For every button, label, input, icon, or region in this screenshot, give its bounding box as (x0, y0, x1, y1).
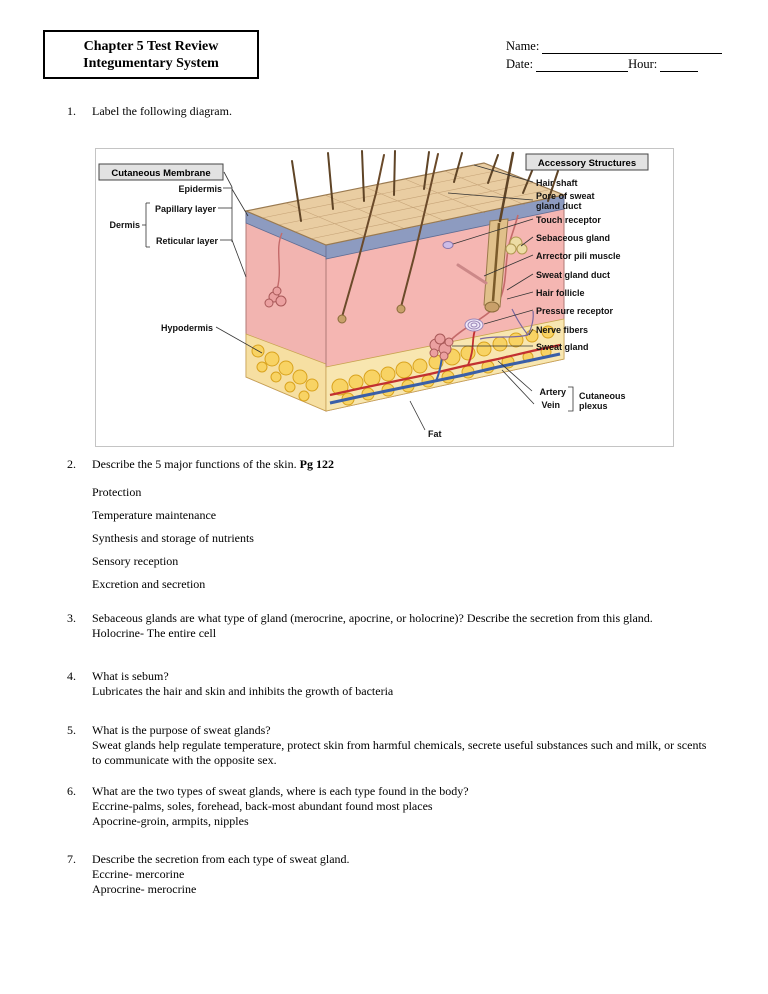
question-6 (67, 784, 707, 829)
question-1-text: Label the following diagram. (92, 104, 232, 118)
label-nerve-fibers: Nerve fibers (536, 325, 589, 335)
question-4-number: 4. (67, 669, 76, 683)
cutaneous-membrane-header (99, 164, 223, 180)
question-6-text: What are the two types of sweat glands, where is each type found in the body? (92, 784, 469, 798)
label-fat: Fat (428, 429, 442, 439)
question-1-number: 1. (67, 104, 76, 118)
cutaneous-membrane-label: Cutaneous Membrane (111, 168, 211, 179)
name-row (506, 36, 722, 54)
function-answer-1: Protection (92, 485, 142, 499)
label-hypodermis: Hypodermis (160, 323, 213, 333)
hour-blank-field[interactable] (660, 57, 698, 72)
pressure-receptor-icon (465, 319, 483, 331)
function-answer-2: Temperature maintenance (92, 508, 217, 522)
question-7-text: Describe the secretion from each type of sweat gland. (92, 852, 350, 866)
date-hour-row (506, 54, 722, 72)
question-2 (67, 457, 707, 592)
question-6-number: 6. (67, 784, 76, 798)
question-3-answer: Holocrine- The entire cell (92, 626, 217, 640)
label-hair-shaft: Hair shaft (536, 178, 578, 188)
question-5-answer: Sweat glands help regulate temperature, protect skin from harmful chemicals, secrete useful substances such and milk, or scents to communicate with the opposite sex. (92, 738, 707, 767)
question-7-number: 7. (67, 852, 76, 866)
question-5-text: What is the purpose of sweat glands? (92, 723, 271, 737)
question-5-number: 5. (67, 723, 76, 737)
question-1 (67, 104, 707, 119)
label-epidermis: Epidermis (178, 184, 222, 194)
question-3 (67, 611, 707, 641)
label-reticular-layer: Reticular layer (155, 236, 218, 246)
hour-label: Hour: (628, 57, 658, 71)
question-2-number: 2. (67, 457, 76, 471)
title-box (43, 30, 259, 79)
touch-receptor-icon (443, 242, 453, 249)
label-dermis: Dermis (109, 220, 140, 230)
label-pressure-receptor: Pressure receptor (536, 306, 614, 316)
name-label: Name: (506, 39, 540, 53)
question-7-answer-eccrine: Eccrine- mercorine (92, 867, 185, 881)
page-title-line2: Integumentary System (83, 55, 219, 71)
label-pore-line1: Pore of sweat (536, 191, 595, 201)
skin-diagram-svg (96, 149, 673, 446)
question-2-text-main: Describe the 5 major functions of the skin. (92, 457, 297, 471)
name-blank-field[interactable] (542, 39, 722, 54)
accessory-structures-header (526, 154, 648, 170)
skin-diagram (95, 148, 674, 447)
label-cutaneous-plexus-line1: Cutaneous (579, 391, 626, 401)
label-sebaceous-gland: Sebaceous gland (536, 233, 611, 243)
question-5 (67, 723, 707, 768)
question-7-answer-apocrine: Aprocrine- merocrine (92, 882, 197, 896)
date-label: Date: (506, 57, 534, 71)
question-4-answer: Lubricates the hair and skin and inhibits the growth of bacteria (92, 684, 394, 698)
question-3-number: 3. (67, 611, 76, 625)
question-6-answer-eccrine: Eccrine-palms, soles, forehead, back-most abundant found most places (92, 799, 433, 813)
label-touch-receptor: Touch receptor (536, 215, 601, 225)
question-4-text: What is sebum? (92, 669, 169, 683)
label-cutaneous-plexus-line2: plexus (579, 401, 608, 411)
function-answer-4: Sensory reception (92, 554, 179, 568)
page-title-line1: Chapter 5 Test Review (83, 38, 219, 54)
question-6-answer-apocrine: Apocrine-groin, armpits, nipples (92, 814, 249, 828)
question-3-text: Sebaceous glands are what type of gland (merocrine, apocrine, or holocrine)? Describe the secretion from this gland. (92, 611, 653, 625)
function-answer-3: Synthesis and storage of nutrients (92, 531, 254, 545)
label-sweat-gland-duct: Sweat gland duct (536, 270, 611, 280)
function-answer-5: Excretion and secretion (92, 577, 206, 591)
label-pore-line2: gland duct (536, 201, 582, 211)
question-4 (67, 669, 707, 699)
question-2-text (92, 457, 707, 472)
question-7 (67, 852, 707, 897)
label-papillary-layer: Papillary layer (154, 204, 216, 214)
student-id-block (506, 36, 722, 72)
label-artery: Artery (539, 387, 566, 397)
label-sweat-gland: Sweat gland (536, 342, 589, 352)
label-hair-follicle: Hair follicle (536, 288, 585, 298)
date-blank-field[interactable] (536, 57, 628, 72)
accessory-structures-label: Accessory Structures (537, 158, 637, 169)
question-2-page-ref: Pg 122 (299, 457, 334, 471)
label-arrector-pili: Arrector pili muscle (536, 251, 621, 261)
label-vein: Vein (541, 400, 560, 410)
